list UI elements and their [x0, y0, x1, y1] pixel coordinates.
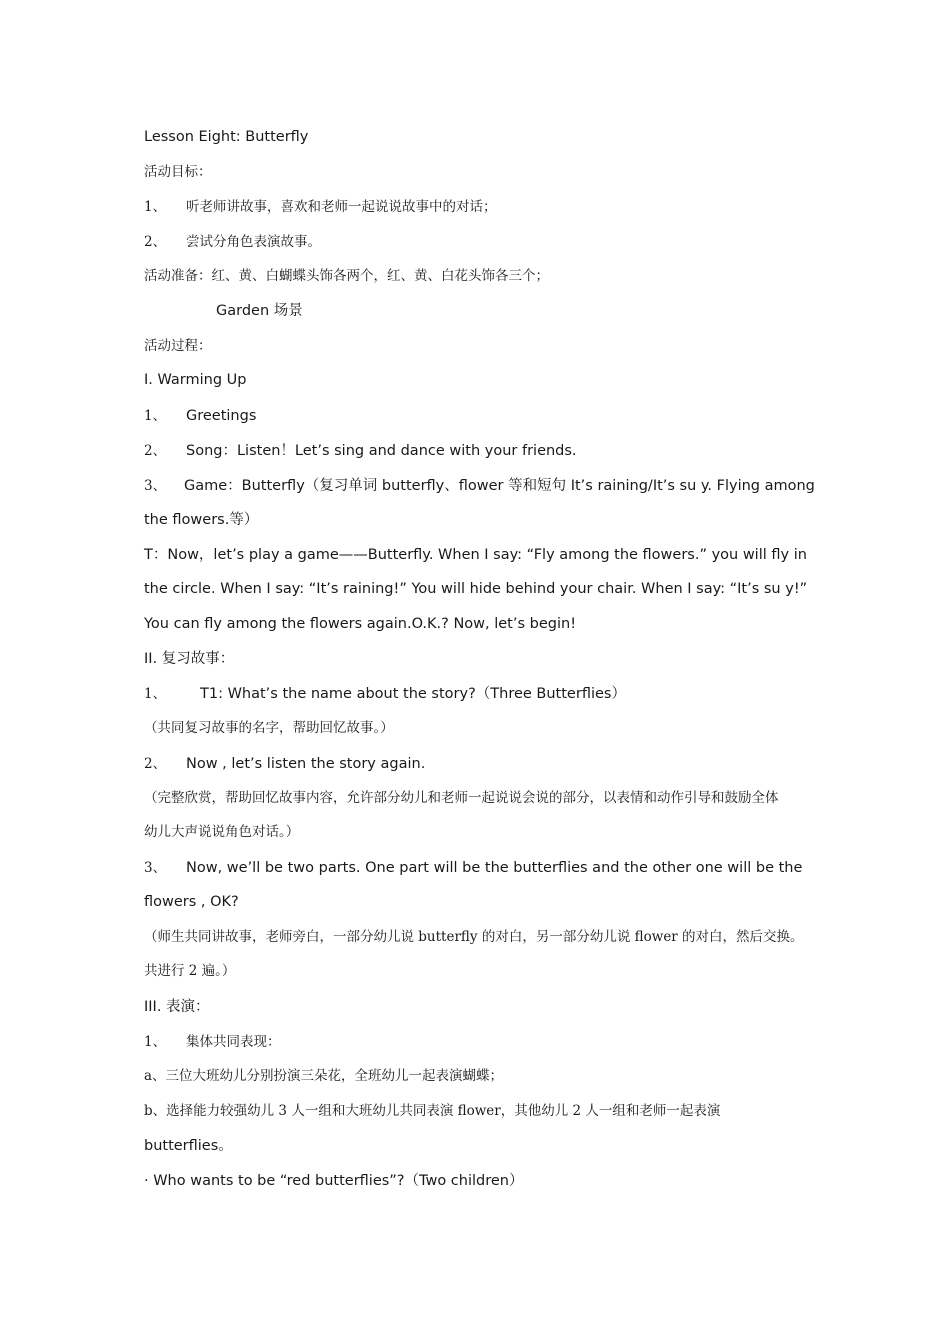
teacher-line-2: the circle. When I say: “It’s raining!” You will hide behind your chair. When I say: “It’s su y!” [144, 581, 808, 597]
warmup-3-text-line2: the flowers.等） [144, 512, 259, 528]
performance-1-text: 集体共同表现： [186, 1034, 281, 1050]
review-note-1: （共同复习故事的名字，帮助回忆故事。） [144, 720, 394, 736]
performance-1-number: 1、 [144, 1034, 167, 1050]
warmup-item-3 [144, 476, 814, 496]
review-2-number: 2、 [144, 756, 167, 772]
review-item-2 [144, 754, 814, 774]
warmup-item-2 [144, 441, 814, 461]
warmup-3-number: 3、 [144, 478, 167, 494]
teacher-line-1: T：Now，let’s play a game——Butterfly. When I say: “Fly among the flowers.” you will fly in [144, 547, 807, 563]
section-review-story: II. 复习故事： [144, 651, 235, 667]
review-1-text: T1: What’s the name about the story?（Three Butterflies） [200, 686, 626, 702]
review-item-1 [144, 684, 814, 704]
review-note-2-line2: 幼儿大声说说角色对话。） [144, 824, 300, 840]
lesson-title: Lesson Eight: Butterfly [144, 129, 309, 145]
review-item-3 [144, 858, 814, 878]
review-3-number: 3、 [144, 860, 167, 876]
review-2-text: Now , let’s listen the story again. [186, 756, 426, 772]
goal-2-text: 尝试分角色表演故事。 [186, 234, 321, 250]
goal-item-1 [144, 197, 814, 217]
preparation-scene: Garden 场景 [216, 303, 303, 319]
performance-a: a、三位大班幼儿分别扮演三朵花，全班幼儿一起表演蝴蝶； [144, 1068, 504, 1084]
performance-question: · Who wants to be “red butterflies”?（Two children） [144, 1173, 524, 1189]
warmup-1-text: Greetings [186, 408, 257, 424]
performance-b-line2: butterflies。 [144, 1138, 233, 1154]
section-warming-up: I. Warming Up [144, 372, 247, 388]
warmup-2-number: 2、 [144, 443, 167, 459]
performance-item-1 [144, 1032, 814, 1052]
preparation-line: 活动准备：红、黄、白蝴蝶头饰各两个，红、黄、白花头饰各三个； [144, 268, 549, 284]
review-note-3-line2: 共进行 2 遍。） [144, 963, 236, 979]
section-performance: III. 表演： [144, 999, 210, 1015]
goal-1-text: 听老师讲故事，喜欢和老师一起说说故事中的对话； [186, 199, 497, 215]
goal-item-2 [144, 232, 814, 252]
review-3-text-line2: flowers , OK? [144, 894, 239, 910]
review-note-3-line1: （师生共同讲故事，老师旁白，一部分幼儿说 butterfly 的对白，另一部分幼儿说 flower 的对白，然后交换。 [144, 929, 804, 945]
review-note-2-line1: （完整欣赏，帮助回忆故事内容，允许部分幼儿和老师一起说说会说的部分，以表情和动作引导和鼓励全体 [144, 790, 779, 806]
teacher-line-3: You can fly among the flowers again.O.K.? Now, let’s begin! [144, 616, 577, 632]
review-3-text-line1: Now, we’ll be two parts. One part will be the butterflies and the other one will be the [186, 860, 803, 876]
performance-b-line1: b、选择能力较强幼儿 3 人一组和大班幼儿共同表演 flower，其他幼儿 2 人一组和老师一起表演 [144, 1103, 721, 1119]
warmup-3-text-line1: Game：Butterfly（复习单词 butterfly、flower 等和短句 It’s raining/It’s su y. Flying among [184, 478, 815, 494]
warmup-2-text: Song：Listen！Let’s sing and dance with your friends. [186, 443, 577, 459]
goal-1-number: 1、 [144, 199, 167, 215]
goals-heading: 活动目标： [144, 164, 212, 180]
review-1-number: 1、 [144, 686, 167, 702]
warmup-1-number: 1、 [144, 408, 167, 424]
process-heading: 活动过程： [144, 338, 212, 354]
warmup-item-1 [144, 406, 814, 426]
goal-2-number: 2、 [144, 234, 167, 250]
